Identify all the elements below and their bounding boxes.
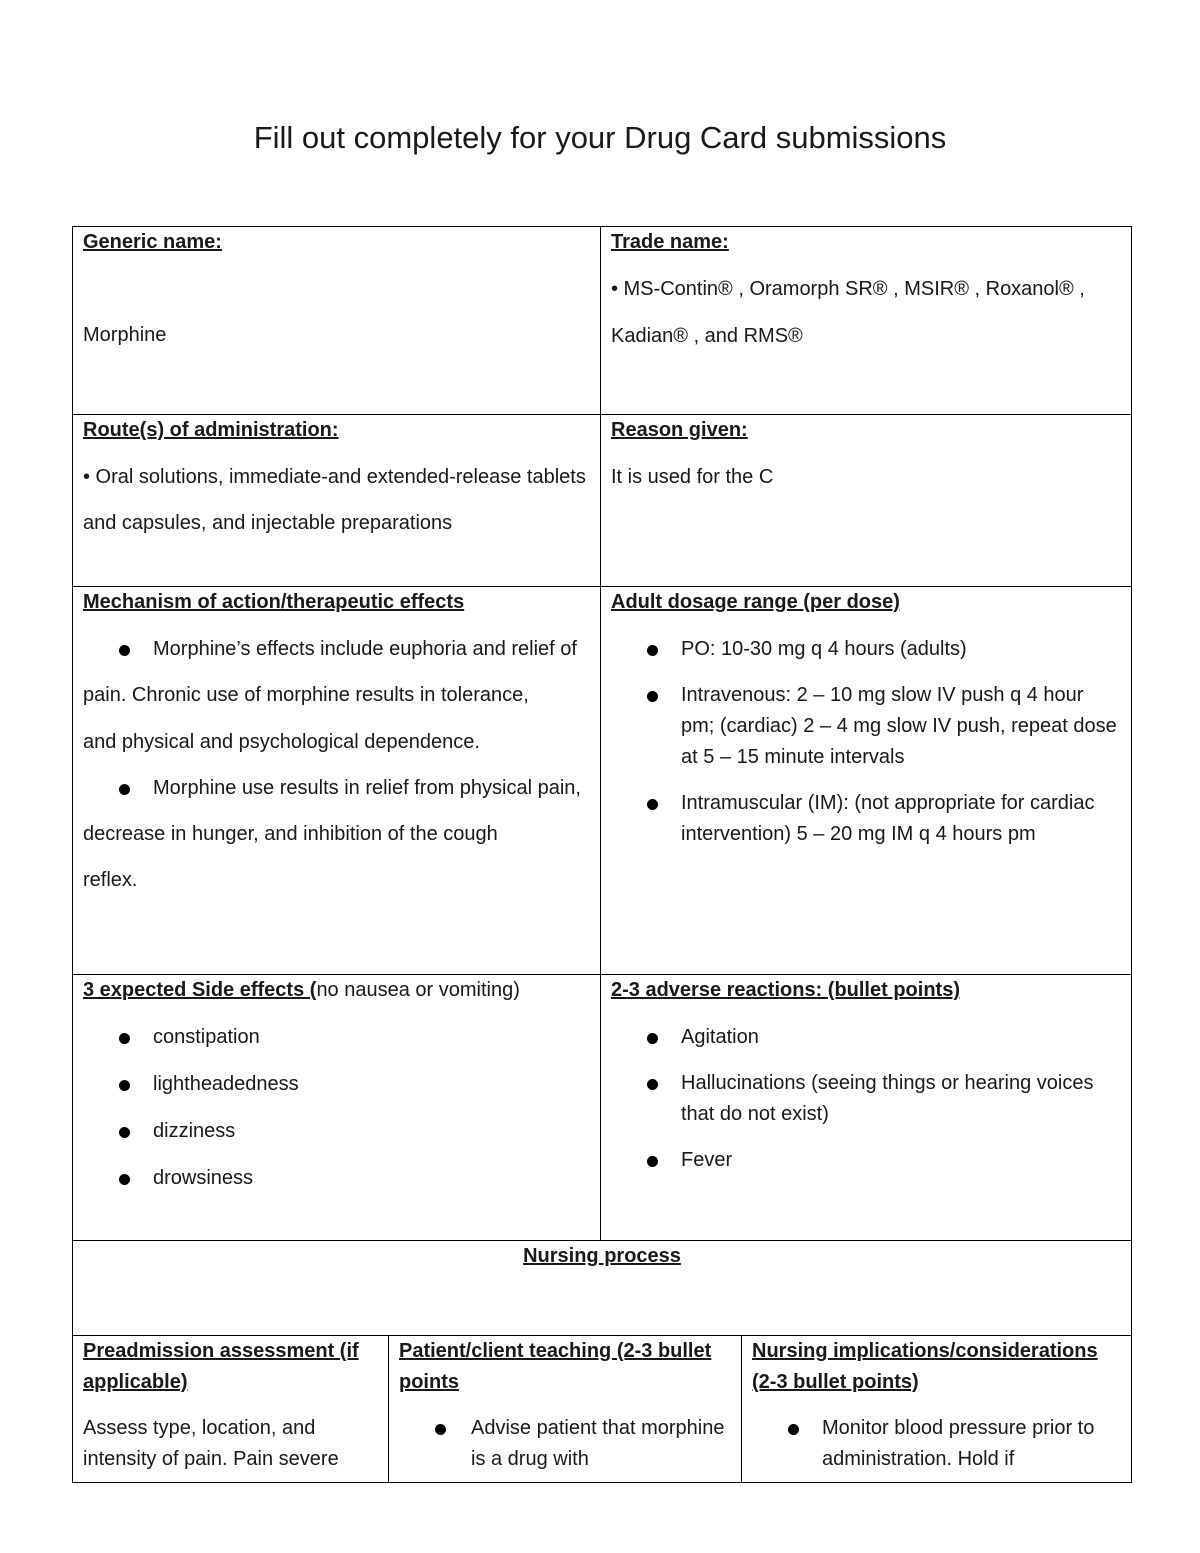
side-effects-label: 3 expected Side effects ( [83,979,317,1001]
preadmission-label: Preadmission assessment (if applicable) [83,1340,359,1393]
implications-label: Nursing implications/considerations (2-3 bullet points) [752,1340,1098,1393]
route-line-1: • Oral solutions, immediate-and extended-release tablets [83,466,586,488]
bullet-icon [647,799,658,810]
side-effects-note: no nausea or vomiting) [316,979,520,1001]
list-item: PO: 10-30 mg q 4 hours (adults) [611,634,1121,665]
mechanism-list-1 [83,634,590,665]
dosage-label: Adult dosage range (per dose) [611,591,900,613]
bullet-icon [119,784,130,795]
list-item: Hallucinations (seeing things or hearing voices that do not exist) [611,1068,1121,1130]
list-item: dizziness [83,1116,590,1147]
implications-list [752,1413,1121,1475]
bullet-icon [647,1033,658,1044]
row-nursing-process [73,1241,1132,1336]
preadmission-text: Assess type, location, and intensity of pain. Pain severe [83,1417,339,1470]
bullet-icon [119,1174,130,1185]
mechanism-line-1: pain. Chronic use of morphine results in tolerance, [83,684,529,706]
trade-name-cell [601,227,1132,414]
dosage-list [611,634,1121,850]
preadmission-cell [73,1336,389,1482]
reason-value: It is used for the C [611,466,774,488]
bullet-icon [435,1424,446,1435]
route-label: Route(s) of administration: [83,419,339,441]
reason-cell [601,415,1132,586]
bullet-icon [788,1424,799,1435]
row-names [73,227,1132,415]
list-item: Fever [611,1145,1121,1176]
mechanism-label: Mechanism of action/therapeutic effects [83,591,465,613]
list-item: Intravenous: 2 – 10 mg slow IV push q 4 hour pm; (cardiac) 2 – 4 mg slow IV push, repeat dose at 5 – 15 minute intervals [611,680,1121,773]
adverse-cell [601,975,1132,1240]
bullet-icon [119,645,130,656]
generic-name-cell [73,227,601,414]
list-item: Intramuscular (IM): (not appropriate for cardiac intervention) 5 – 20 mg IM q 4 hours pm [611,788,1121,850]
bullet-icon [647,691,658,702]
list-item: drowsiness [83,1163,590,1194]
mechanism-line-4: reflex. [83,869,138,891]
trade-name-label: Trade name: [611,231,729,253]
list-item: lightheadedness [83,1069,590,1100]
implications-cell [742,1336,1132,1482]
list-item: constipation [83,1022,590,1053]
bullet-icon [647,1079,658,1090]
row-route-reason [73,415,1132,587]
nursing-process-label: Nursing process [523,1245,681,1267]
reason-label: Reason given: [611,419,748,441]
row-mechanism-dosage [73,587,1132,975]
bullet-icon [647,645,658,656]
adverse-label: 2-3 adverse reactions: (bullet points) [611,979,960,1001]
list-item: Morphine’s effects include euphoria and relief of [83,634,590,665]
row-nursing-details [73,1336,1132,1483]
list-item: Morphine use results in relief from physical pain, [83,773,590,804]
list-item: Monitor blood pressure prior to administration. Hold if [752,1413,1121,1475]
teaching-cell [389,1336,742,1482]
mechanism-line-3: decrease in hunger, and inhibition of the cough [83,823,498,845]
bullet-icon [119,1033,130,1044]
bullet-icon [119,1080,130,1091]
side-effects-cell [73,975,601,1240]
teaching-label: Patient/client teaching (2-3 bullet points [399,1340,712,1393]
bullet-icon [647,1156,658,1167]
nursing-process-cell [73,1241,1132,1335]
mechanism-list-2 [83,773,590,804]
generic-name-value: Morphine [83,324,167,346]
dosage-cell [601,587,1132,974]
teaching-list [399,1413,731,1475]
adverse-list [611,1022,1121,1176]
mechanism-line-2: and physical and psychological dependence. [83,731,480,753]
drug-card-table [72,226,1132,1483]
list-item: Advise patient that morphine is a drug with [399,1413,731,1475]
row-side-adverse [73,975,1132,1241]
trade-name-line-1: • MS-Contin® , Oramorph SR® , MSIR® , Roxanol® , [611,278,1085,300]
bullet-icon [119,1127,130,1138]
side-effects-list [83,1022,590,1194]
route-cell [73,415,601,586]
generic-name-label: Generic name: [83,231,222,253]
page-title: Fill out completely for your Drug Card submissions [253,120,947,155]
side-effects-heading [83,975,590,1006]
list-item: Agitation [611,1022,1121,1053]
trade-name-line-2: Kadian® , and RMS® [611,325,803,347]
mechanism-cell [73,587,601,974]
route-line-2: and capsules, and injectable preparations [83,512,453,534]
